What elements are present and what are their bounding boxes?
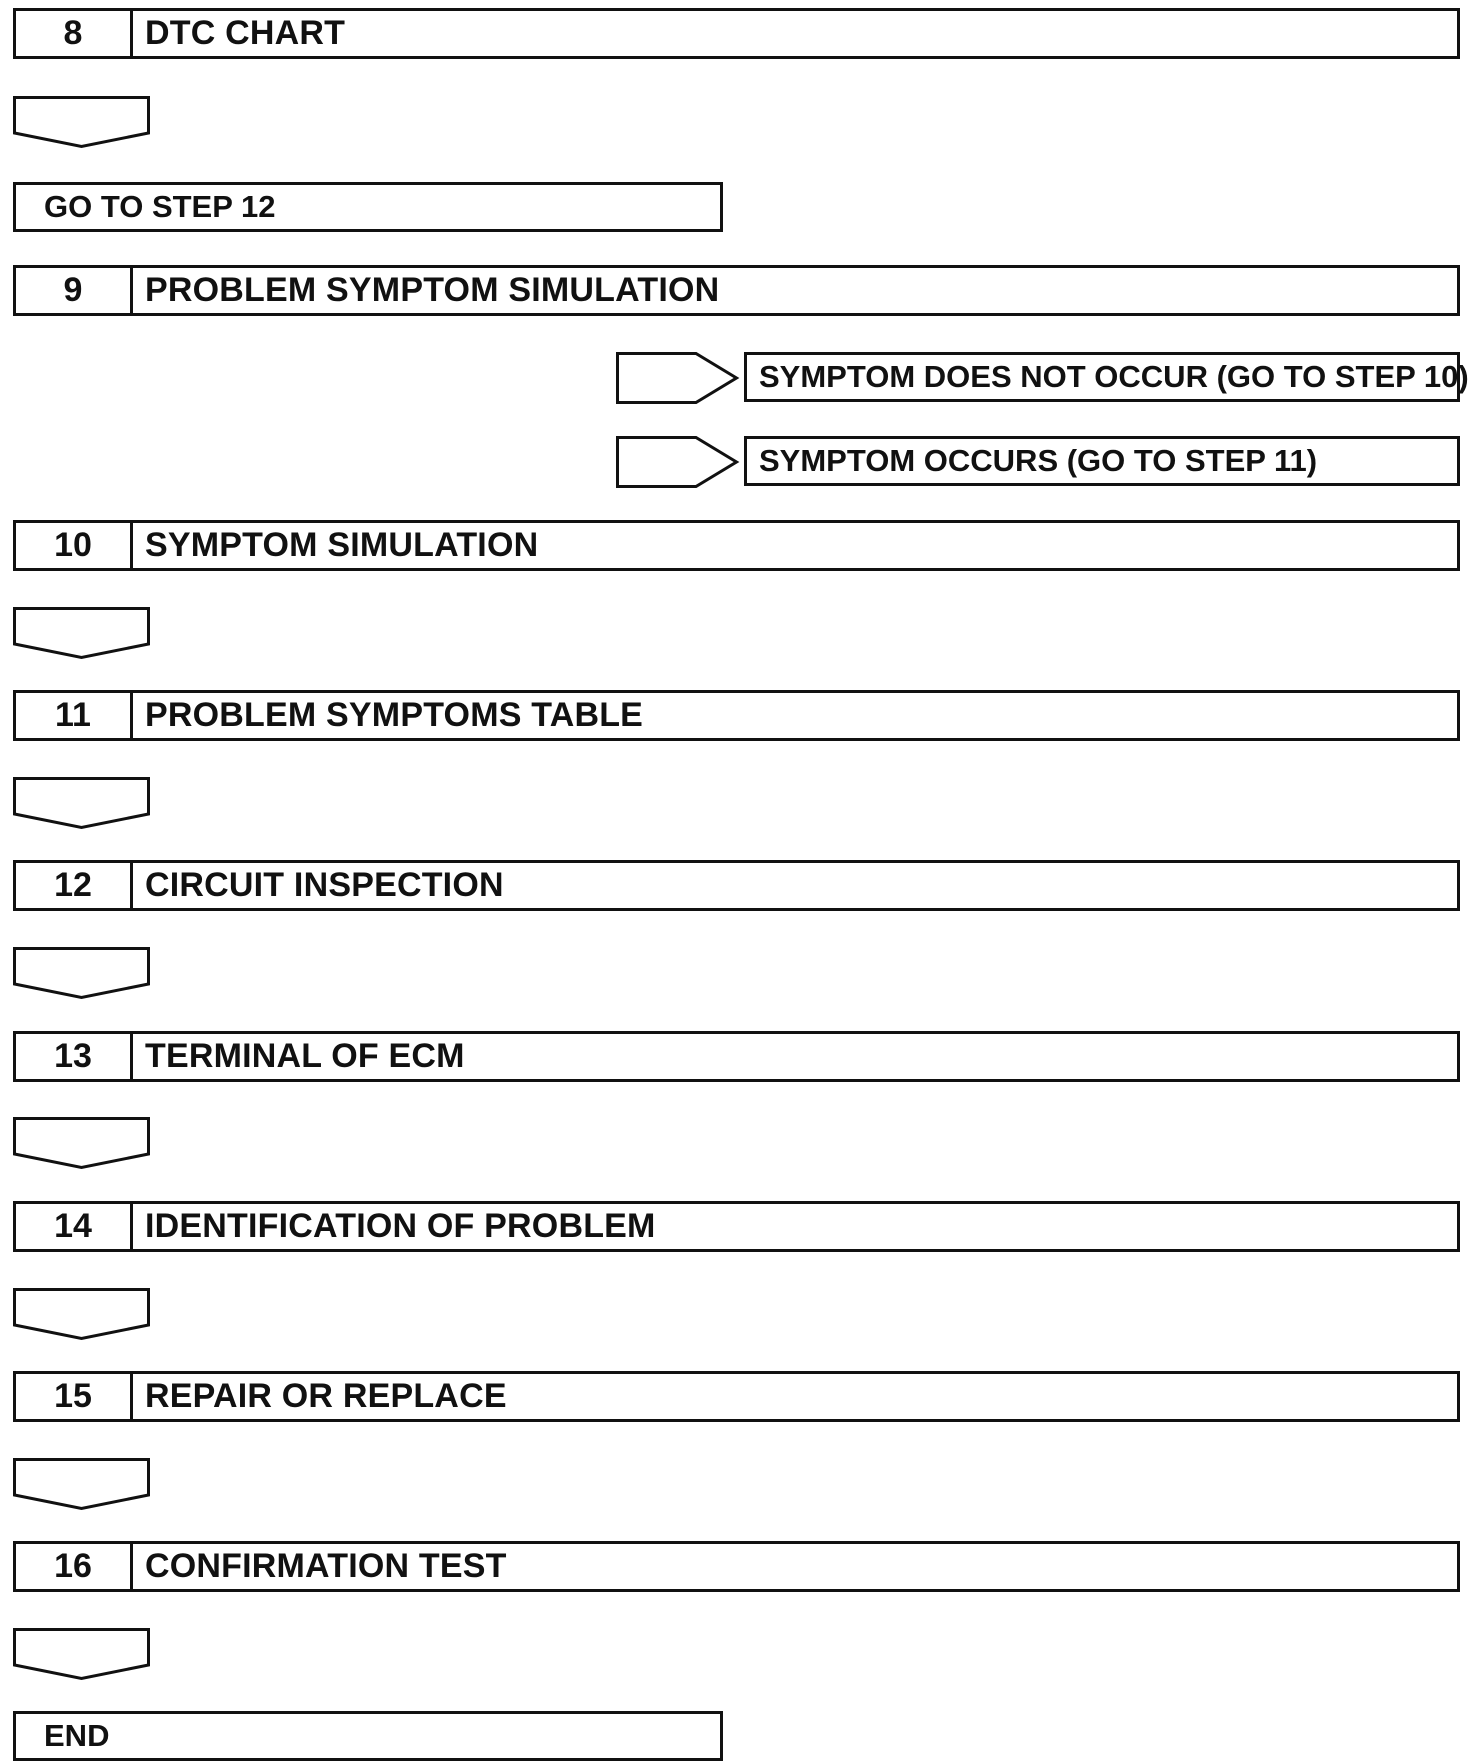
step-number: 11 — [16, 693, 133, 738]
step-title: REPAIR OR REPLACE — [145, 1377, 507, 1415]
down-arrow-connector — [13, 777, 150, 829]
step-9-box — [13, 265, 1460, 316]
step-number: 15 — [16, 1374, 133, 1419]
step-number: 12 — [16, 863, 133, 908]
down-arrow-connector — [13, 607, 150, 659]
step-15-box — [13, 1371, 1460, 1422]
down-arrow-connector — [13, 1458, 150, 1510]
step-title: IDENTIFICATION OF PROBLEM — [145, 1207, 656, 1245]
step-11-box — [13, 690, 1460, 741]
branch-symptom-occurs: SYMPTOM OCCURS (GO TO STEP 11) — [744, 436, 1460, 486]
step-title: DTC CHART — [145, 14, 346, 52]
step-number: 9 — [16, 268, 133, 313]
step-10-box — [13, 520, 1460, 571]
step-title: PROBLEM SYMPTOMS TABLE — [145, 696, 644, 734]
step-number: 10 — [16, 523, 133, 568]
end-terminal: END — [13, 1711, 723, 1761]
down-arrow-connector — [13, 1628, 150, 1680]
step-14-box — [13, 1201, 1460, 1252]
goto-step-12-note: GO TO STEP 12 — [13, 182, 723, 232]
step-number: 13 — [16, 1034, 133, 1079]
down-arrow-connector — [13, 1117, 150, 1169]
branch-symptom-does-not-occur: SYMPTOM DOES NOT OCCUR (GO TO STEP 10) — [744, 352, 1460, 402]
step-8-box — [13, 8, 1460, 59]
step-16-box — [13, 1541, 1460, 1592]
step-number: 8 — [16, 11, 133, 56]
down-arrow-connector — [13, 1288, 150, 1340]
step-title: CIRCUIT INSPECTION — [145, 866, 504, 904]
step-title: SYMPTOM SIMULATION — [145, 526, 539, 564]
step-number: 14 — [16, 1204, 133, 1249]
step-title: TERMINAL OF ECM — [145, 1037, 465, 1075]
step-title: CONFIRMATION TEST — [145, 1547, 507, 1585]
right-arrow-connector — [616, 436, 738, 488]
right-arrow-connector — [616, 352, 738, 404]
step-title: PROBLEM SYMPTOM SIMULATION — [145, 271, 720, 309]
step-number: 16 — [16, 1544, 133, 1589]
down-arrow-connector — [13, 96, 150, 148]
step-13-box — [13, 1031, 1460, 1082]
step-12-box — [13, 860, 1460, 911]
down-arrow-connector — [13, 947, 150, 999]
